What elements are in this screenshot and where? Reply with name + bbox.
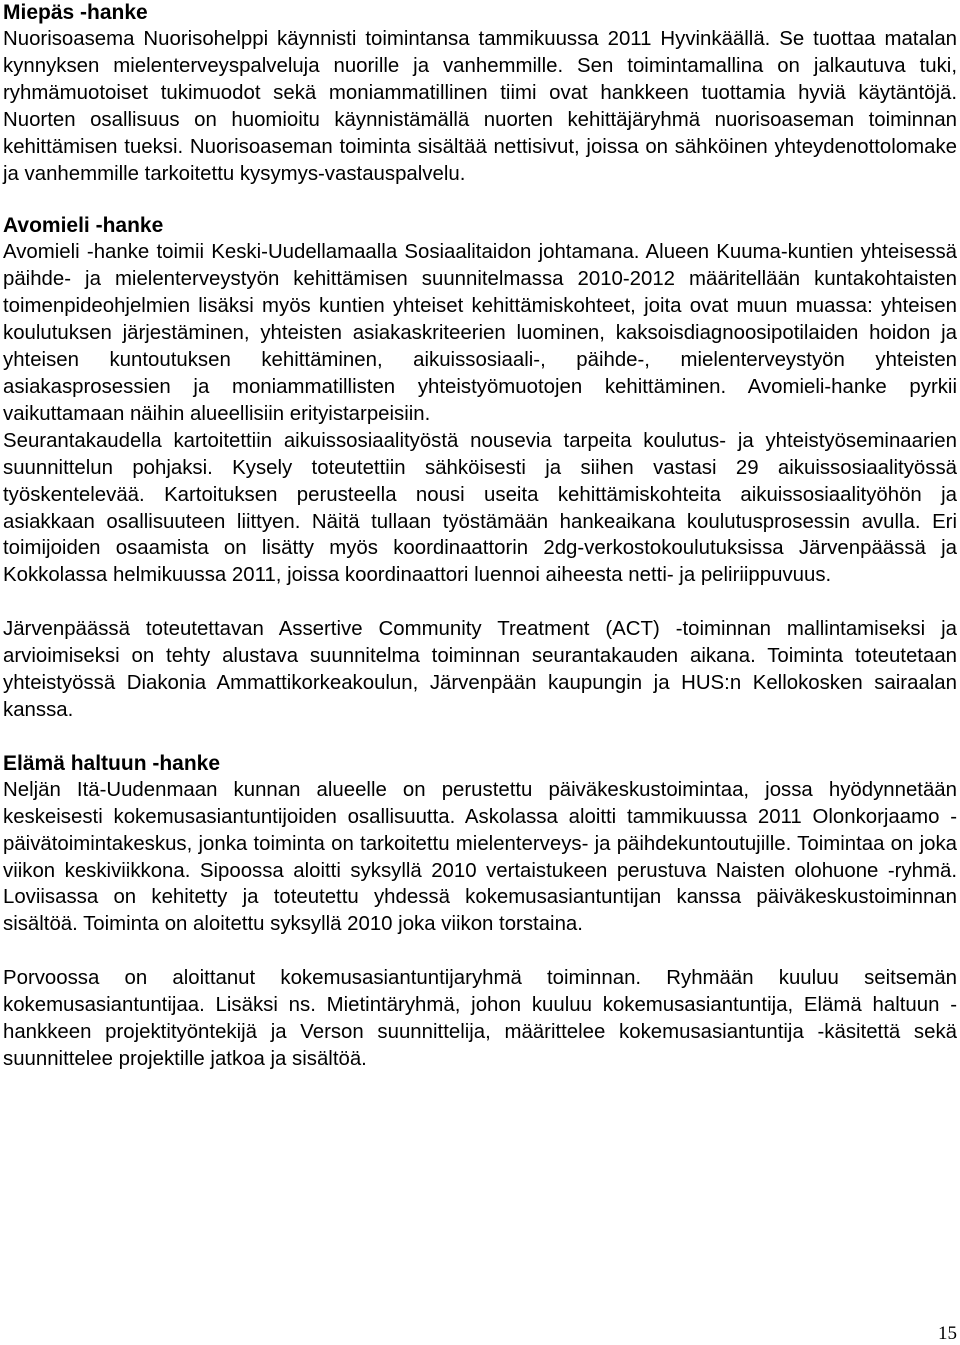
section-spacer [3, 724, 957, 751]
section-miepas [3, 0, 957, 187]
paragraph: Porvoossa on aloittanut kokemusasiantuntijaryhmä toiminnan. Ryhmään kuuluu seitsemän kokemusasiantuntijaa. Lisäksi ns. Mietintäryhmä, johon kuuluu kokemusasiantuntija, Elämä haltuun -hankkeen projektityöntekijä ja Verson suunnittelija, määrittelee kokemusasiantuntija -käsitettä sekä suunnittelee projektille jatkoa ja sisältöä. [3, 967, 957, 1070]
paragraph: Neljän Itä-Uudenmaan kunnan alueelle on perustettu päiväkeskustoimintaa, jossa hyödynnetään keskeisesti kokemusasiantuntijoiden osallisuutta. Askolassa aloitti tammikuussa 2011 Olonkorjaamo -päivätoimintakeskus, jonka toiminta on tarkoitettu mielenterveys- ja päihdekuntoutujille. Toimintaa on joka viikon keskiviikkona. Sipoossa aloitti syksyllä 2010 vertaistukeen perustuva Naisten olohuone -ryhmä. Loviisassa on kehitetty ja toteutettu yhdessä kokemusasiantuntijan kanssa päiväkeskustoiminnan sisältöä. Toiminta on aloitettu syksyllä 2010 joka viikon torstaina. [3, 778, 957, 936]
section-heading: Avomieli -hanke [3, 214, 164, 238]
paragraph-spacer [3, 589, 957, 616]
paragraph: Seurantakaudella kartoitettiin aikuissosiaalityöstä nousevia tarpeita koulutus- ja yhteistyöseminaarien suunnittelun pohjaksi. Kysely toteutettiin sähköisesti ja siihen vastasi 29 aikuissosiaalityössä työskentelevää. Kartoituksen perusteella nousi useita kehittämiskohteita aikuissosiaalityöhön ja asiakkaan osallisuuteen liittyen. Näitä tullaan työstämään hankeaikana koulutusprosessin avulla. Eri toimijoiden osaamista on lisätty myös koordinaattorin 2dg-verkostokoulutuksissa Järvenpäässä ja Kokkolassa helmikuussa 2011, joissa koordinaattori luennoi aiheesta netti- ja peliriippuvuus. [3, 429, 957, 587]
section-elama-haltuun [3, 751, 957, 1073]
section-heading: Elämä haltuun -hanke [3, 751, 221, 775]
page-number: 15 [938, 1323, 957, 1344]
paragraph-spacer [3, 938, 957, 965]
section-spacer [3, 187, 957, 213]
document-page [3, 0, 957, 1073]
paragraph: Avomieli -hanke toimii Keski-Uudellamaalla Sosiaalitaidon johtamana. Alueen Kuuma-kuntien yhteisessä päihde- ja mielenterveystyön kehittämisen suunnitelmassa 2010-2012 määritellään kuntakohtaisten toimenpideohjelmien lisäksi myös kuntien yhteiset kehittämiskohteet, joita ovat muun muassa: yhteisen koulutuksen järjestäminen, yhteisten asiakaskriteerien luominen, kaksoisdiagnoosipotilaiden hoidon ja yhteisen kuntoutuksen kehittäminen, aikuissosiaali-, päihde-, mielenterveystyön yhteisten asiakasprosessien ja moniammatillisten yhteistyömuotojen kehittäminen. Avomieli-hanke pyrkii vaikuttamaan näihin alueellisiin erityistarpeisiin. [3, 241, 957, 425]
paragraph: Nuorisoasema Nuorisohelppi käynnisti toimintansa tammikuussa 2011 Hyvinkäällä. Se tuottaa matalan kynnyksen mielenterveyspalveluja nuorille ja vanhemmille. Sen toimintamallina on jalkautuva tuki, ryhmämuotoiset tukimuodot sekä moniammatillinen tiimi ovat hankkeen tuottamia hyviä käytäntöjä. Nuorten osallisuus on huomioitu käynnistämällä nuorten kehittäjäryhmä nuorisoaseman toiminnan kehittämisen tueksi. Nuorisoaseman toiminta sisältää nettisivut, joissa on sähköinen yhteydenottolomake ja vanhemmille tarkoitettu kysymys-vastauspalvelu. [3, 28, 957, 185]
paragraph: Järvenpäässä toteutettavan Assertive Community Treatment (ACT) -toiminnan mallintamiseksi ja arvioimiseksi on tehty alustava suunnitelma toiminnan seurantakauden aikana. Toiminta toteutetaan yhteistyössä Diakonia Ammattikorkeakoulun, Järvenpään kaupungin ja HUS:n Kellokosken sairaalan kanssa. [3, 618, 957, 721]
section-heading: Miepäs -hanke [3, 1, 148, 24]
section-avomieli [3, 213, 957, 723]
